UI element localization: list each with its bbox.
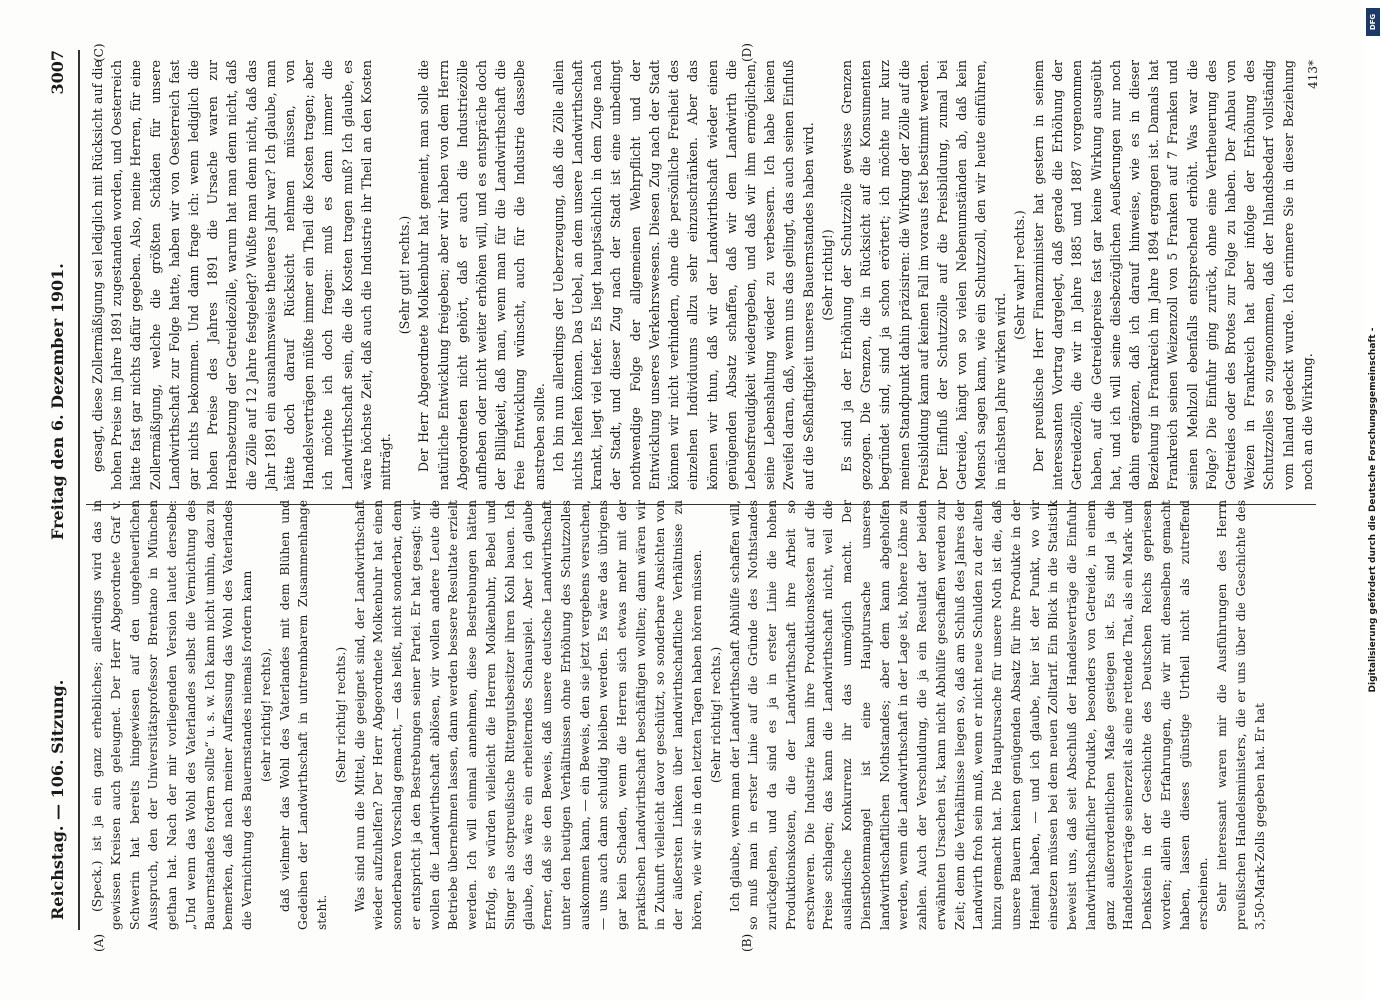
paragraph: Der Herr Abgeordnete Molkenbuhr hat gemeint, man solle die natürliche Entwicklung freigeben; aber wir haben von dem Herrn Abgeordneten nicht gehört, daß er auch die Industriezölle aufheben oder nicht weiter erhöhen will, und es entspräche doch der Billigkeit, daß man, wenn man für die Landwirthschaft die freie Entwicklung wünscht, auch für die Industrie dasselbe anstreben sollte. <box>416 60 547 490</box>
right-column <box>88 60 1317 490</box>
margin-marker-a: (A) <box>92 933 106 952</box>
paragraph: Der preußische Herr Finanzminister hat gestern in seinem interessanten Vortrag dargelegt, daß gerade die Erhöhung der Getreidezölle, die wir in Jahre 1885 und 1887 vorgenommen haben, auf die Getreidepreise fast gar keine Wirkung ausgeübt hat, und ich will seine diesbezüglichen Aeußerungen nur noch dahin ergänzen, daß ich darauf hinweise, wie es in dieser Beziehung in Frankreich im Jahre 1894 ergangen ist. Damals hat Frankreich seinen Weizenzoll von 5 Franken auf 7 Franken und seinen Mehlzoll ebenfalls entsprechend erhöht. Was war die Folge? Die Einfuhr ging zurück, ohne eine Vertheuerung des Getreides oder des Brotes zur Folge zu haben. Der Anbau von Weizen in Frankreich hat aber infolge der Erhöhung des Schutzzolles so zugenommen, daß der Inlandsbedarf vollständig vom Inland gedeckt wurde. Ich erinnere Sie in dieser Beziehung noch an die Wirkung. <box>1030 60 1315 490</box>
paragraph: Sehr interessant waren mir die Ausführungen des Herrn preußischen Handelsministers, die er uns über die Geschichte des 3,50-Mark-Zolls gegeben hat. Er hat <box>1215 500 1267 930</box>
margin-marker-c: (C) <box>92 43 106 62</box>
margin-marker-d: (D) <box>740 43 754 62</box>
interjection: (Sehr richtig!) <box>819 229 835 321</box>
margin-marker-b: (B) <box>740 933 754 952</box>
paragraph: (Speck.) ist ja ein ganz erhebliches; allerdings wird das in gewissen Kreisen auch geleugnet. Der Herr Abgeordnete Graf v. Schwerin hat bereits hingewiesen auf den ungeheuerlichen Ausspruch, den der Universitätsprofessor Brentano in München gethan hat. Nach der mir vorliegenden Version lautet derselbe: „Und wenn das Wohl des Vaterlandes selbst die Vernichtung des Bauernstandes fordern sollte“ u. s. w. Ich kann nicht umhin, dazu zu bemerken, daß nach meiner Auffassung das Wohl des Vaterlandes die Vernichtung des Bauernstandes niemals fordern kann <box>90 500 254 930</box>
interjection: (Sehr wahr! rechts.) <box>1011 210 1027 340</box>
rotated-page-content <box>40 40 1330 960</box>
digitization-credit: Digitalisierung gefördert durch die Deutsche Forschungsgemeinschaft - <box>1368 327 1378 693</box>
dfg-logo-icon: DFG <box>1366 8 1380 36</box>
header-date: Freitag den 6. Dezember 1901. <box>48 263 67 540</box>
left-column <box>88 500 1269 930</box>
interjection: (Sehr gut! rechts.) <box>397 215 413 335</box>
page-number: 3007 <box>48 50 67 95</box>
interjection: (Sehr richtig! rechts.) <box>708 646 723 784</box>
interjection: (sehr richtig! rechts), <box>258 647 273 783</box>
paragraph: gesagt, diese Zollermäßigung sei lediglich mit Rücksicht auf die hohen Preise im Jahre 1891 zugestanden worden, und Oesterreich hätte fast gar nichts dafür gegeben. Also, meine Herren, für eine Zollermäßigung, welche die größten Schäden für unsere Landwirthschaft zur Folge hatte, haben wir von Oesterreich fast gar nichts bekommen. Und dann frage ich: wenn lediglich die hohen Preise des Jahres 1891 die Ursache waren zur Herabsetzung der Getreidezölle, warum hat man denn nicht, daß die Zölle auf 12 Jahre festgelegt? Wußte man denn nicht, daß das Jahr 1891 ein ausnahmsweise theueres Jahr war? Ich glaube, man hätte doch darauf Rücksicht nehmen müssen, von Handelsverträgen müßte immer ein Theil die Kosten tragen; aber ich möchte ich doch fragen: muß es denn immer die Landwirthschaft sein, die die Kosten tragen muß? Ich glaube, es wäre höchste Zeit, daß auch die Industrie ihr Theil an den Kosten mitträgt. <box>90 60 394 490</box>
paragraph: Ich bin nun allerdings der Ueberzeugung, daß die Zölle allein nichts helfen können. Das Uebel, an dem unsere Landwirthschaft krankt, liegt viel tiefer. Es liegt hauptsächlich in dem Zuge nach der Stadt, und dieser Zug nach der Stadt ist eine unbedingt nothwendige Folge der allgemeinen Wehrpflicht und der Entwicklung unseres Verkehrswesens. Diesen Zug nach der Stadt können wir nicht verhindern, ohne die persönliche Freiheit des einzelnen Individuums allzu sehr einzuschränken. Aber das können wir thun, daß wir der Landwirthschaft wieder einen genügenden Absatz schaffen, daß wir dem Landwirth die Lebensfreudigkeit wiedergeben, und daß wir ihm ermöglichen, seine Lebenshaltung wieder zu verbessern. Ich habe keinen Zweifel daran, daß, wenn uns das gelingt, das auch seinen Einfluß auf die Seßhaftigkeit unseres Bauernstandes haben wird. <box>550 60 816 490</box>
sheet-signature: 413* <box>1306 60 1320 89</box>
paragraph: Ich glaube, wenn man der Landwirthschaft Abhülfe schaffen will, so muß man in erster Linie auf die Gründe des Nothstandes zurückgehen, und da sind es ja in erster Linie die hohen Produktionskosten, die der Landwirthschaft ihre Arbeit so erschweren. Die Industrie kann ihre Produktionskosten auf die Preise schlagen; das kann die Landwirthschaft nicht, weil die ausländische Konkurrenz ihr das unmöglich macht. Der Dienstbotenmangel ist eine Hauptursache unseres landwirthschaftlichen Nothstandes; aber dem kann abgeholfen werden, wenn die Landwirthschaft in der Lage ist, höhere Löhne zu zahlen. Auch der Verschuldung, die ja ein Resultat der beiden erwähnten Ursachen ist, kann nicht Abhülfe geschaffen werden zur Zeit; denn die Verhältnisse liegen so, daß am Schluß des Jahres der Landwirth froh sein muß, wenn er nicht neue Schulden zu der alten hinzu gemacht hat. Die Hauptursache für unsere Noth ist die, daß unsere Bauern keinen genügenden Absatz für ihre Produkte in der Heimat haben, — und ich glaube, hier ist der Punkt, wo wir einsetzen müssen bei dem neuen Zolltarif. Ein Blick in die Statistik beweist uns, daß seit Abschluß der Handelsverträge die Einfuhr landwirthschaftlicher Produkte, besonders von Getreide, in einem ganz außerordentlichen Maße gestiegen ist. Es sind ja die Handelsverträge seinerzeit als eine rettende That, als ein Mark- und Denkstein in der Geschichte des Deutschen Reichs gepriesen worden; allein die Erfahrungen, die wir mit denselben gemacht haben, lassen dieses günstige Urtheil nicht als zutreffend erscheinen. <box>727 500 1211 930</box>
paragraph: Es sind ja der Erhöhung der Schutzzölle gewisse Grenzen gezogen. Die Grenzen, die in Rücksicht auf die Konsumenten begründet sind, sind ja schon erörtert; ich möchte nur kurz meinen Standpunkt dahin präzisiren: die Wirkung der Zölle auf die Preisbildung kann auf keinen Fall im voraus fest bestimmt werden. Der Einfluß der Schutzzölle auf die Preisbildung, zumal bei Getreide, hängt von so vielen Nebenumständen ab, daß kein Mensch sagen kann, wie ein Schutzzoll, den wir heute einführen, in nächsten Jahre wirken wird. <box>838 60 1008 490</box>
paragraph: daß vielmehr das Wohl des Vaterlandes mit dem Blühen und Gedeihen der Landwirthschaft in untrennbarem Zusammenhange steht. <box>277 500 329 930</box>
header-rule <box>78 50 80 930</box>
header-left: Reichstag. — 106. Sitzung. <box>48 679 67 920</box>
interjection: (Sehr richtig! rechts.) <box>333 646 348 784</box>
page-header <box>40 40 80 960</box>
paragraph: Was sind nun die Mittel, die geeignet sind, der Landwirthschaft wieder aufzuhelfen? Der Herr Abgeordnete Molkenbuhr hat einen sonderbaren Vorschlag gemacht, — das heißt, nicht sonderbar, denn er entspricht ja den Bestrebungen seiner Partei. Er hat gesagt: wir wollen die Landwirthschaft ablösen, wir wollen andere Leute die Betriebe übernehmen lassen, dann werden bessere Resultate erzielt werden. Ich will einmal annehmen, diese Bestrebungen hätten Erfolg, es würden vielleicht die Herren Molkenbuhr, Bebel und Singer als ostpreußische Rittergutsbesitzer ihren Kohl bauen. Ich glaube, das wäre ein erheiterndes Schauspiel. Aber ich glaube ferner, daß sie den Beweis, daß unsere deutsche Landwirthschaft unter den heutigen Verhältnissen ohne Erhöhung des Schutzzolles auskommen kann, — ein Beweis, den sie jetzt vergebens versuchen, — uns auch dann schuldig bleiben werden. Es wäre das übrigens gar kein Schaden, wenn die Herren sich etwas mehr mit der praktischen Landwirthschaft beschäftigen wollten; dann wären wir in Zukunft vielleicht davor geschützt, so sonderbare Ansichten von der äußersten Linken über landwirthschaftliche Verhältnisse zu hören, wie wir sie in den letzten Tagen haben hören müssen. <box>352 500 704 930</box>
